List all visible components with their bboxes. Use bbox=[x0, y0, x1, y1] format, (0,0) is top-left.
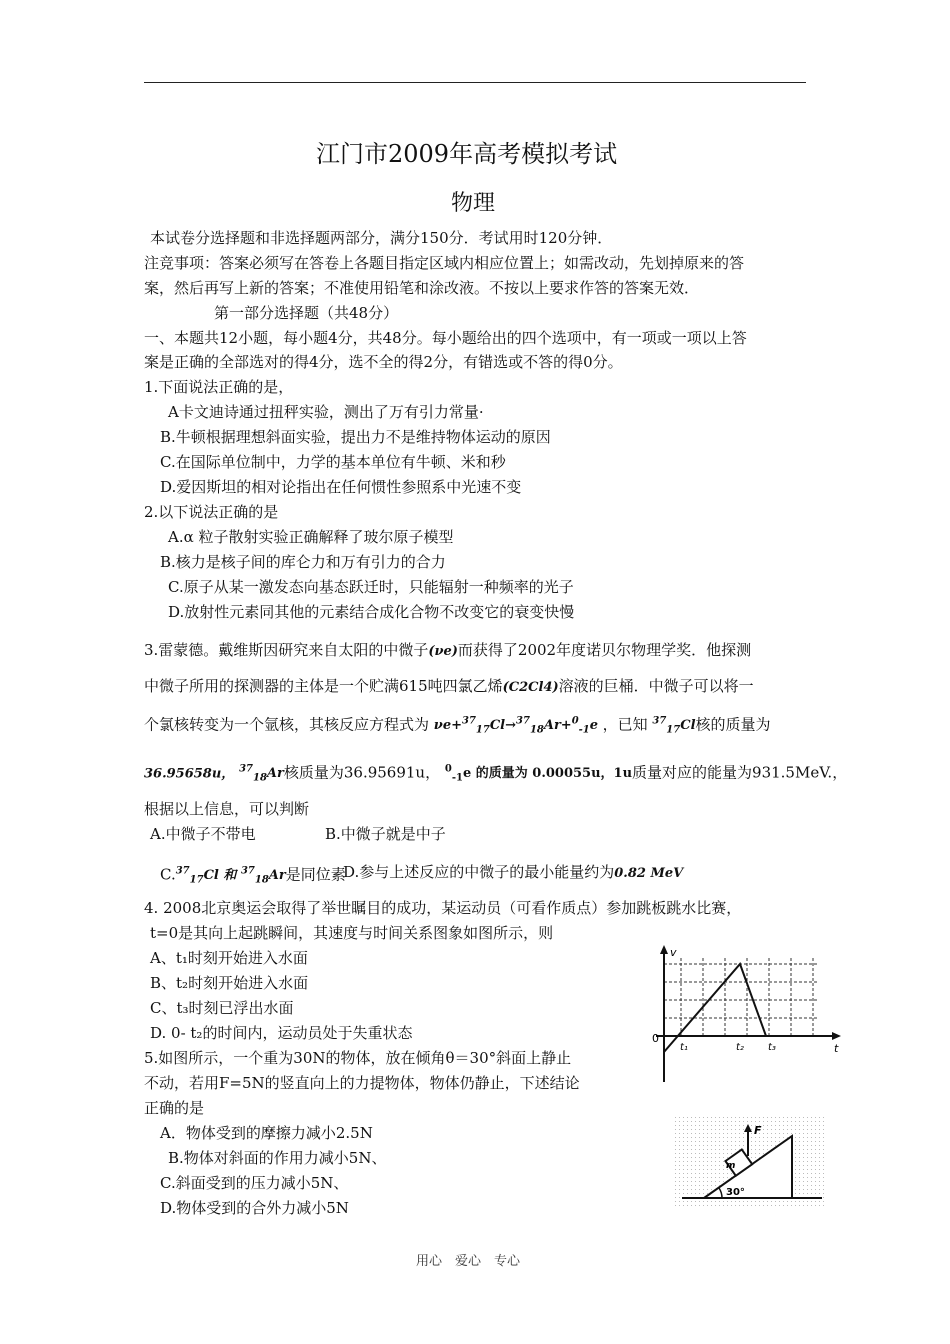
q3-cl-symbol bbox=[652, 716, 696, 736]
eq-cl-mass: 37 bbox=[461, 716, 476, 727]
q1-option-d: D.爱因斯坦的相对论指出在任何惯性参照系中光速不变 bbox=[160, 478, 522, 496]
eq-nu: νe+ bbox=[433, 718, 462, 734]
section1-line2: 案是正确的全部选对的得4分，选不全的得2分，有错选或不答的得0分。 bbox=[144, 353, 623, 371]
q1-option-a: A卡文迪诗通过扭秤实验，测出了万有引力常量· bbox=[168, 403, 484, 421]
force-label: F bbox=[754, 1124, 762, 1137]
eq-ar: Ar+ bbox=[543, 718, 572, 734]
intro-line1: 本试卷分选择题和非选择题两部分，满分150分．考试用时120分钟． bbox=[150, 229, 613, 247]
q3-line3-c: 核的质量为 bbox=[695, 715, 771, 734]
velocity-line bbox=[664, 964, 766, 1052]
q3-cl-mass-value: 36.95658u， bbox=[144, 766, 235, 782]
c-cl-text: Cl bbox=[203, 868, 219, 884]
q3-line1 bbox=[144, 640, 751, 662]
q3-line1-b: 而获得了2002年度诺贝尔物理学奖．他探测 bbox=[457, 641, 752, 659]
q5-option-c: C.斜面受到的压力减小5N、 bbox=[160, 1174, 349, 1192]
y-axis-arrow-icon bbox=[660, 945, 668, 954]
header-rule bbox=[144, 82, 806, 83]
q3-line3 bbox=[144, 712, 771, 741]
q5-option-a: A．物体受到的摩擦力减小2.5N bbox=[160, 1124, 373, 1142]
eq-e: e bbox=[589, 718, 599, 734]
graph-origin-label: 0 bbox=[652, 1032, 659, 1045]
velocity-time-graph bbox=[636, 942, 844, 1088]
c-ar-text: Ar bbox=[268, 868, 286, 884]
q3-line4-b: 核质量为36.95691u， bbox=[283, 763, 441, 782]
eq-e-charge: -1 bbox=[578, 724, 590, 736]
q3-line3-b: ，已知 bbox=[602, 715, 648, 734]
eq-cl: Cl→ bbox=[489, 718, 517, 734]
q5-option-b: B.物体对斜面的作用力减小5N、 bbox=[168, 1149, 387, 1167]
q3-option-d-value: 0.82 MeV bbox=[614, 866, 684, 881]
q3-neutrino-symbol: (νe) bbox=[428, 644, 458, 659]
q3-ar-symbol bbox=[239, 764, 284, 784]
c-cl-charge: 17 bbox=[189, 874, 204, 886]
c-ar-charge: 18 bbox=[254, 874, 269, 886]
q4-option-b: B、t₂时刻开始进入水面 bbox=[150, 974, 309, 992]
x-axis-arrow-icon bbox=[832, 1032, 841, 1040]
q3-line1-a: 3.雷蒙德。戴维斯因研究来自太阳的中微子 bbox=[144, 641, 429, 659]
q3-line2 bbox=[144, 676, 754, 698]
incline-figure bbox=[674, 1116, 826, 1208]
angle-label: 30° bbox=[726, 1187, 745, 1198]
page-footer: 用心 爱心 专心 bbox=[416, 1254, 521, 1269]
q4-option-a: A、t₁时刻开始进入水面 bbox=[150, 949, 308, 967]
exam-subject: 物理 bbox=[451, 191, 496, 216]
e-charge: -1 bbox=[451, 772, 463, 784]
q3-line2-a: 中微子所用的探测器的主体是一个贮满615吨四氯乙烯 bbox=[144, 677, 503, 695]
graph-t2-label: t₂ bbox=[736, 1042, 744, 1053]
graph-t3-label: t₃ bbox=[768, 1042, 776, 1053]
q3-option-d-text: D.参与上述反应的中微子的最小能量约为 bbox=[343, 863, 615, 881]
q3-option-a: A.中微子不带电 bbox=[150, 825, 256, 843]
c-cl-mass: 37 bbox=[175, 866, 190, 877]
q5-option-d: D.物体受到的合外力减小5N bbox=[160, 1199, 349, 1217]
q2-option-d: D.放射性元素同其他的元素结合成化合物不改变它的衰变快慢 bbox=[168, 603, 575, 621]
q1-option-c: C.在国际单位制中，力学的基本单位有牛顿、米和秒 bbox=[160, 453, 506, 471]
eq-ar-mass: 37 bbox=[516, 716, 530, 727]
exam-title: 江门市2009年高考模拟考试 bbox=[316, 140, 618, 168]
cl-text: Cl bbox=[680, 718, 696, 734]
q2-option-a: A.α 粒子散射实验正确解释了玻尔原子模型 bbox=[168, 528, 454, 546]
section1-line1: 一、本题共12小题，每小题4分，共48分。每小题给出的四个选项中，有一项或一项以上答 bbox=[144, 329, 747, 347]
cl-mass: 37 bbox=[652, 716, 667, 727]
q3-line4-d: 质量对应的能量为931.5MeV.， bbox=[632, 763, 848, 782]
q3-line3-a: 个氯核转变为一个氩核，其核反应方程式为 bbox=[144, 715, 430, 734]
eq-e-mass: 0 bbox=[571, 716, 579, 727]
q5-line3: 正确的是 bbox=[144, 1099, 205, 1117]
q3-option-d bbox=[343, 862, 683, 884]
e-mass: 0 bbox=[444, 764, 452, 775]
q3-option-c: C.$^{37}_{17}$Cl 和 $^{37}_{18}$Ar是同位素 bbox=[160, 865, 346, 886]
q3-line4 bbox=[144, 760, 847, 789]
e-mass-text: e 的质量为 0.00055u，1u bbox=[462, 766, 633, 782]
cl-charge: 17 bbox=[666, 724, 681, 736]
q3-reaction-equation bbox=[433, 716, 603, 736]
graph-t1-label: t₁ bbox=[680, 1042, 688, 1053]
intro-line3: 案，然后再写上新的答案；不准使用铅笔和涂改液。不按以上要求作答的答案无效． bbox=[144, 279, 700, 297]
q2-option-c: C.原子从某一激发态向基态跃迁时，只能辐射一种频率的光子 bbox=[168, 578, 574, 596]
q3-c2cl4-formula: (C2Cl4) bbox=[502, 680, 559, 695]
q3-electron-mass bbox=[444, 764, 633, 784]
c-ar-mass: 37 bbox=[240, 866, 255, 877]
q2-option-b: B.核力是核子间的库仑力和万有引力的合力 bbox=[160, 553, 446, 571]
intro-line2: 注竞事项：答案必须写在答卷上各题目指定区域内相应位置上；如需改动，先划掉原来的答 bbox=[144, 254, 745, 272]
q4-line2: t=0是其向上起跳瞬间，其速度与时间关系图象如图所示，则 bbox=[150, 924, 554, 942]
eq-ar-charge: 18 bbox=[529, 724, 544, 736]
q4-line1: 4. 2008北京奥运会取得了举世瞩目的成功，某运动员（可看作质点）参加跳板跳水比赛， bbox=[144, 899, 742, 917]
graph-t-label: t bbox=[834, 1042, 839, 1055]
q1-stem: 1.下面说法正确的是， bbox=[144, 378, 294, 396]
q3-option-c-tail: 是同位素 bbox=[285, 865, 346, 884]
ar-mass: 37 bbox=[239, 764, 253, 775]
q2-stem: 2.以下说法正确的是 bbox=[144, 503, 279, 521]
q3-line2-b: 溶液的巨桶．中微子可以将一 bbox=[558, 677, 754, 695]
q3-line5: 根据以上信息，可以判断 bbox=[144, 800, 310, 818]
q3-option-b: B.中微子就是中子 bbox=[325, 825, 446, 843]
q4-option-d: D. 0- t₂的时间内，运动员处于失重状态 bbox=[150, 1024, 413, 1042]
eq-cl-charge: 17 bbox=[475, 724, 490, 736]
ar-text: Ar bbox=[266, 766, 284, 782]
q5-line1: 5.如图所示，一个重为30N的物体，放在倾角θ＝30°斜面上静止 bbox=[144, 1049, 572, 1067]
mass-label: m bbox=[726, 1161, 736, 1171]
c-and: 和 bbox=[223, 868, 237, 884]
part1-heading: 第一部分选择题（共48分） bbox=[214, 304, 399, 322]
q4-option-c: C、t₃时刻已浮出水面 bbox=[150, 999, 294, 1017]
q1-option-b: B.牛顿根据理想斜面实验，提出力不是维持物体运动的原因 bbox=[160, 428, 551, 446]
q5-line2: 不动，若用F=5N的竖直向上的力提物体，物体仍静止，下述结论 bbox=[144, 1074, 580, 1092]
ar-charge: 18 bbox=[253, 772, 267, 784]
graph-v-label: v bbox=[670, 946, 677, 959]
